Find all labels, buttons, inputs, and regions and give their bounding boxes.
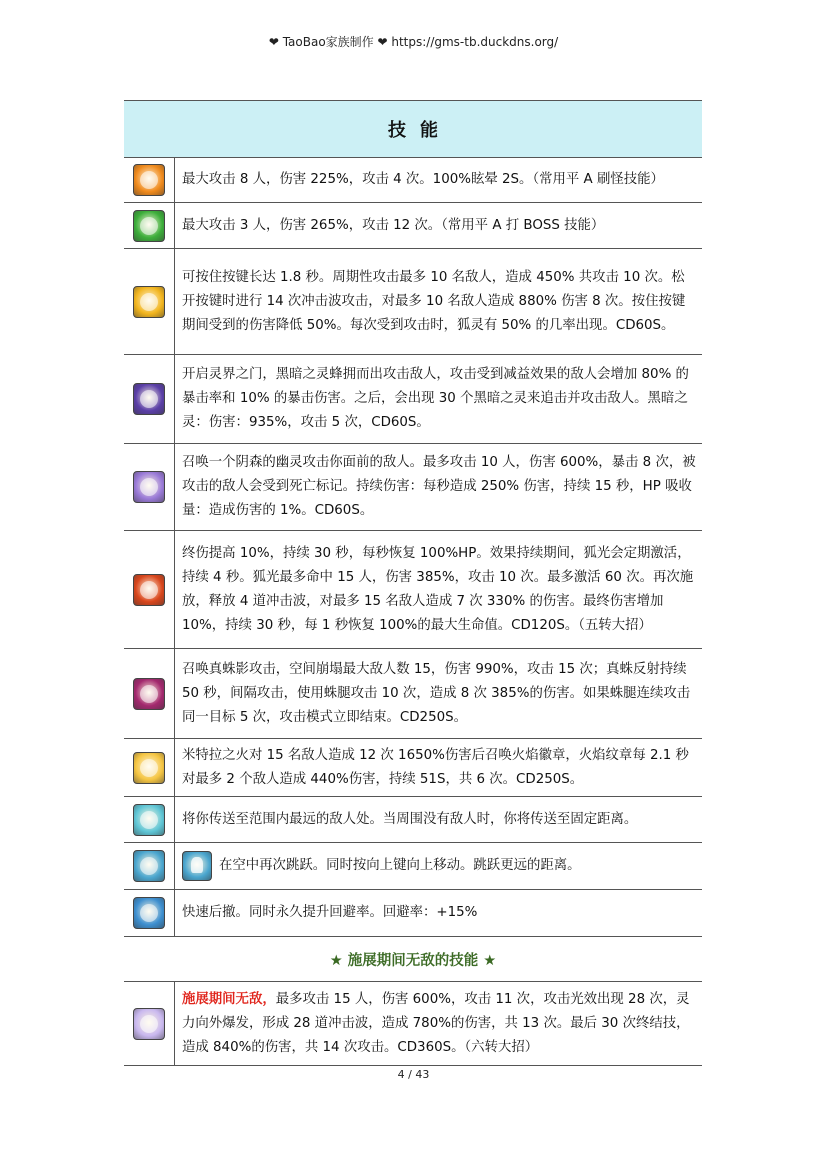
skill-description: 召唤一个阴森的幽灵攻击你面前的敌人。最多攻击 10 人，伤害 600%，暴击 8 次，被攻击的敌人会受到死亡标记。持续伤害：每秒造成 250% 伤害，持续 15 秒，HP 吸收量：造成伤害的 1%。CD60S。 bbox=[182, 455, 696, 518]
skill-row bbox=[124, 158, 702, 203]
skill-description: 最大攻击 8 人，伤害 225%，攻击 4 次。100%眩晕 2S。（常用平 A 刷怪技能） bbox=[182, 172, 664, 187]
skill-row bbox=[124, 203, 702, 249]
skill-description: 将你传送至范围内最远的敌人处。当周围没有敌人时，你将传送至固定距离。 bbox=[182, 811, 638, 827]
spirit-gate-icon bbox=[133, 383, 165, 415]
skill-description: 最大攻击 3 人，伤害 265%，攻击 12 次。（常用平 A 打 BOSS 技能） bbox=[182, 217, 605, 233]
skill-row bbox=[124, 249, 702, 355]
skill-description: 在空中再次跳跃。同时按向上键向上移动。跳跃更远的距离。 bbox=[219, 858, 581, 873]
skill-row bbox=[124, 531, 702, 649]
skill-description: 米特拉之火对 15 名敌人造成 12 次 1650%伤害后召唤火焰徽章，火焰纹章每 2.1 秒对最多 2 个敌人造成 440%伤害，持续 51S，共 6 次。CD250S。 bbox=[182, 747, 689, 787]
skill-table bbox=[124, 100, 702, 1066]
skill-row bbox=[124, 843, 702, 890]
spider-eye-icon bbox=[133, 678, 165, 710]
golden-fox-icon bbox=[133, 286, 165, 318]
fire-claw-icon bbox=[133, 164, 165, 196]
spirit-burst-icon bbox=[133, 1008, 165, 1040]
page-header: ❤ TaoBao家族制作 ❤ https://gms-tb.duckdns.org/ bbox=[268, 35, 559, 49]
skill-description: 可按住按键长达 1.8 秒。周期性攻击最多 10 名敌人，造成 450% 共攻击 10 次。松开按键时进行 14 次冲击波攻击，对最多 10 名敌人造成 880% 伤害 8 次。按住按键期间受到的伤害降低 50%。每次受到攻击时，狐灵有 50% 的几率出现。CD60S。 bbox=[182, 269, 686, 333]
skill-row bbox=[124, 649, 702, 739]
invincible-highlight: 施展期间无敌， bbox=[182, 991, 276, 1007]
skill-row bbox=[124, 355, 702, 444]
green-swirl-icon bbox=[133, 210, 165, 242]
skill-row bbox=[124, 444, 702, 531]
table-title: 技能 bbox=[124, 100, 702, 158]
fox-fire-icon bbox=[133, 574, 165, 606]
sun-seal-icon bbox=[133, 752, 165, 784]
skill-description: 终伤提高 10%，持续 30 秒，每秒恢复 100%HP。效果持续期间，狐光会定期激活，持续 4 秒。狐光最多命中 15 人，伤害 385%，攻击 10 次。最多激活 60 次。再次施放，释放 4 道冲击波，对最多 15 名敌人造成 7 次 330% 的伤害。最终伤害增加 10%，持续 30 秒，每 1 秒恢复 100%的最大生命值。CD120S。（五转大招） bbox=[182, 545, 694, 633]
skill-row bbox=[124, 739, 702, 797]
skill-row bbox=[124, 890, 702, 937]
skill-row bbox=[124, 797, 702, 843]
skill-description: 快速后撤。同时永久提升回避率。回避率：+15% bbox=[182, 905, 478, 920]
section-title-invincible: ★ 施展期间无敌的技能 ★ bbox=[124, 937, 702, 982]
skill-description bbox=[182, 988, 696, 1060]
teleport-icon bbox=[133, 804, 165, 836]
skill-description: 召唤真蛛影攻击，空间崩塌最大敌人数 15，伤害 990%，攻击 15 次；真蛛反射持续 50 秒，间隔攻击，使用蛛腿攻击 10 次，造成 8 次 385%的伤害。如果蛛腿连续攻击同一目标 5 次，攻击模式立即结束。CD250S。 bbox=[182, 661, 691, 725]
ghost-wave-icon bbox=[133, 471, 165, 503]
skill-description: 开启灵界之门，黑暗之灵蜂拥而出攻击敌人，攻击受到减益效果的敌人会增加 80% 的暴击率和 10% 的暴击伤害。之后，会出现 30 个黑暗之灵来追击并攻击敌人。黑暗之灵：伤害：935%，攻击 5 次，CD60S。 bbox=[182, 367, 689, 430]
double-jump-preview-icon bbox=[182, 851, 212, 881]
skill-row bbox=[124, 982, 702, 1066]
double-jump-icon bbox=[133, 850, 165, 882]
page-number: 4 / 43 bbox=[397, 1068, 430, 1081]
evasion-icon bbox=[133, 897, 165, 929]
invincible-text: 最多攻击 15 人，伤害 600%，攻击 11 次，攻击光效出现 28 次，灵力向外爆发，形成 28 道冲击波，造成 780%的伤害，共 13 次。最后 30 次终结技，造成 840%的伤害，共 14 次攻击。CD360S。（六转大招） bbox=[182, 991, 690, 1055]
